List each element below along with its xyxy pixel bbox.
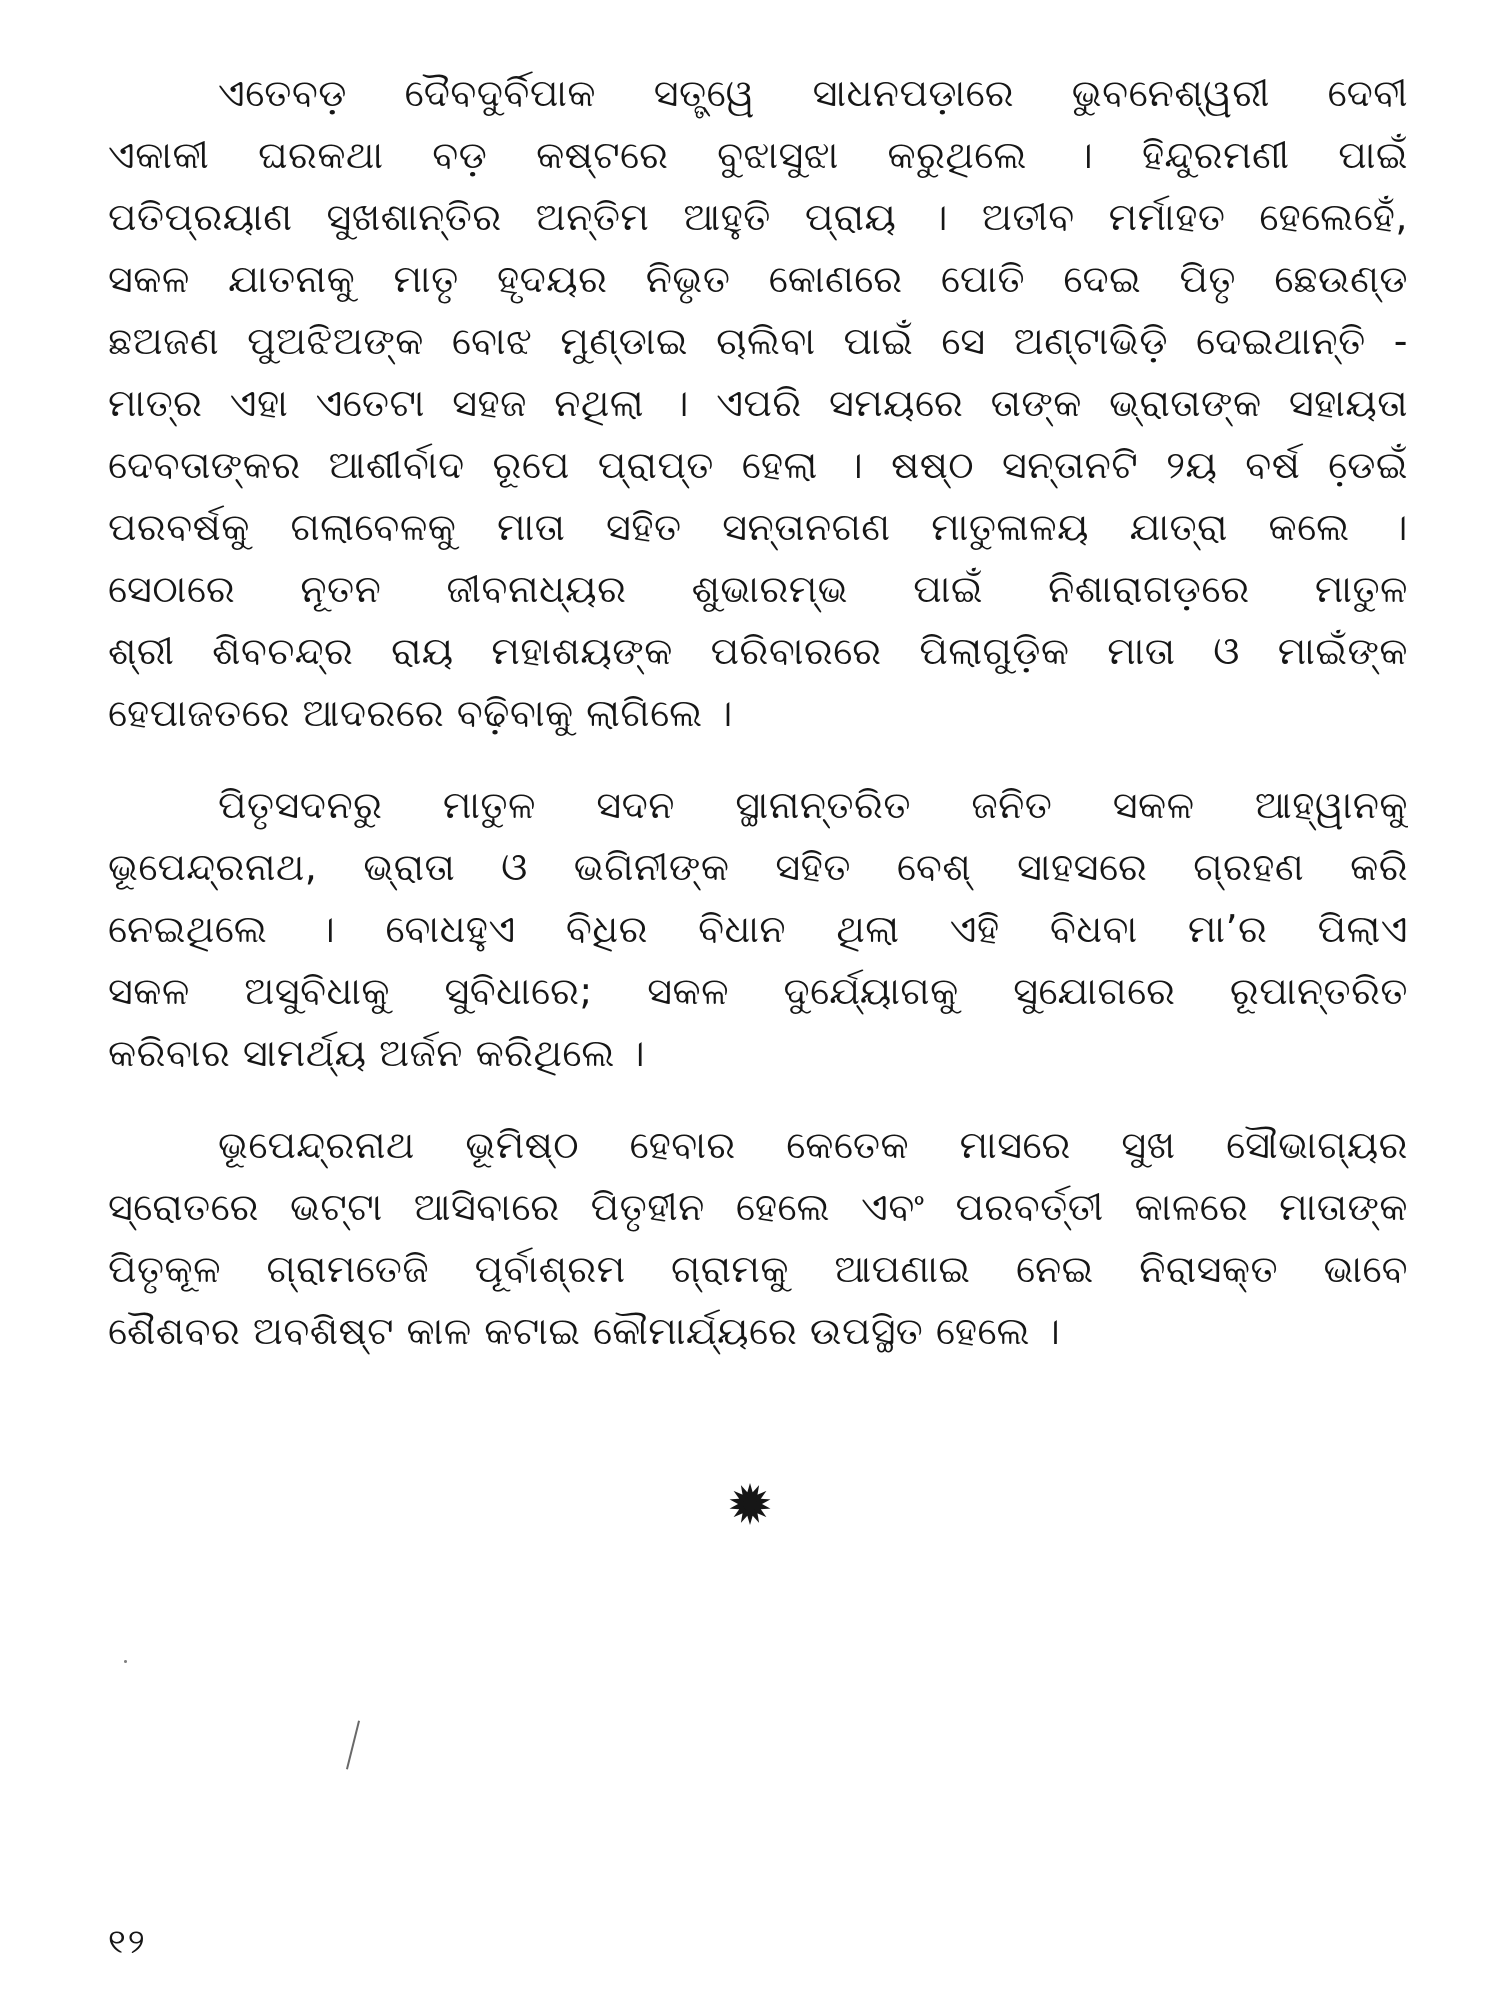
text-line: ଛଅଜଣ ପୁଅଝିଅଙ୍କ ବୋଝ ମୁଣ୍ଡାଇ ଚାଲିବା ପାଇଁ ସେ ଅଣ୍ଟାଭିଡ଼ି ଦେଇଥାନ୍ତି - [108,319,1408,363]
text-line: ମାତ୍ର ଏହା ଏତେଟା ସହଜ ନଥିଲା । ଏପରି ସମୟରେ ତାଙ୍କ ଭ୍ରାତାଙ୍କ ସହାୟତା [108,381,1408,425]
scan-artifact [124,1660,127,1663]
text-line: ନେଇଥିଲେ । ବୋଧହୁଏ ବିଧିର ବିଧାନ ଥିଲା ଏହି ବିଧବା ମା’ର ପିଲାଏ [108,907,1408,951]
text-line: ସ୍ରୋତରେ ଭଟ୍ଟା ଆସିବାରେ ପିତୃହୀନ ହେଲେ ଏବଂ ପରବର୍ତ୍ତୀ କାଳରେ ମାତାଙ୍କ [108,1185,1408,1229]
paragraph-3 [108,1114,1408,1362]
body-text [108,62,1408,1392]
text-line: ସେଠାରେ ନୂତନ ଜୀବନାଧ୍ୟର ଶୁଭାରମ୍ଭ ପାଇଁ ନିଶାରାଗଡ଼ରେ ମାତୁଳ [108,567,1408,611]
text-line: ଏତେବଡ଼ ଦୈବଦୁର୍ବିପାକ ସତ୍ତ୍ୱେ ସାଧନପଡ଼ାରେ ଭୁବନେଶ୍ୱରୀ ଦେବୀ [218,71,1408,115]
text-line: ଭୂପେନ୍ଦ୍ରନାଥ ଭୂମିଷ୍ଠ ହେବାର କେତେକ ମାସରେ ସୁଖ ସୌଭାଗ୍ୟର [218,1123,1408,1167]
paragraph-2 [108,774,1408,1084]
text-line: ହେପାଜତରେ ଆଦରରେ ବଢ଼ିବାକୁ ଲାଗିଲେ । [108,691,733,735]
text-line: ପତିପ୍ରୟାଣ ସୁଖଶାନ୍ତିର ଅନ୍ତିମ ଆହୁତି ପ୍ରାୟ । ଅତୀବ ମର୍ମାହତ ହେଲେହେଁ, [108,195,1408,239]
text-line: କରିବାର ସାମର୍ଥ୍ୟ ଅର୍ଜନ କରିଥିଲେ । [108,1031,646,1075]
text-line: ପରବର୍ଷକୁ ଗଲାବେଳକୁ ମାତା ସହିତ ସନ୍ତାନଗଣ ମାତୁଳାଳୟ ଯାତ୍ରା କଲେ । [108,505,1408,549]
text-line: ଶୈଶବର ଅବଶିଷ୍ଟ କାଳ କଟାଇ କୌମାର୍ଯ୍ୟରେ ଉପସ୍ଥିତ ହେଲେ । [108,1309,1061,1353]
text-line: ଭୂପେନ୍ଦ୍ରନାଥ, ଭ୍ରାତା ଓ ଭଗିନୀଙ୍କ ସହିତ ବେଶ୍ ସାହସରେ ଗ୍ରହଣ କରି [108,845,1408,889]
starburst-icon [728,1482,772,1526]
text-line: ଦେବତାଙ୍କର ଆଶୀର୍ବାଦ ରୂପେ ପ୍ରାପ୍ତ ହେଲା । ଷଷ୍ଠ ସନ୍ତାନଟି ୨ୟ ବର୍ଷ ଡେ଼ଇଁ [108,443,1408,487]
text-line: ସକଳ ଅସୁବିଧାକୁ ସୁବିଧାରେ; ସକଳ ଦୁର୍ଯ୍ୟୋଗକୁ ସୁଯୋଗରେ ରୂପାନ୍ତରିତ [108,969,1408,1013]
paragraph-1 [108,62,1408,744]
text-line: ଏକାକୀ ଘରକଥା ବଡ଼ କଷ୍ଟରେ ବୁଝାସୁଝା କରୁଥିଲେ । ହିନ୍ଦୁରମଣୀ ପାଇଁ [108,133,1408,177]
text-line: ଶ୍ରୀ ଶିବଚନ୍ଦ୍ର ରାୟ ମହାଶୟଙ୍କ ପରିବାରରେ ପିଲାଗୁଡ଼ିକ ମାତା ଓ ମାଇଁଙ୍କ [108,629,1408,673]
scan-artifact [346,1721,360,1770]
text-line: ପିତୃକୂଳ ଗ୍ରାମତେଜି ପୂର୍ବାଶ୍ରମ ଗ୍ରାମକୁ ଆପଣାଇ ନେଇ ନିରାସକ୍ତ ଭାବେ [108,1247,1408,1291]
text-line: ପିତୃସଦନରୁ ମାତୁଳ ସଦନ ସ୍ଥାନାନ୍ତରିତ ଜନିତ ସକଳ ଆହ୍ୱାନକୁ [218,783,1408,827]
page-number: ୧୨ [108,1922,147,1962]
text-line: ସକଳ ଯାତନାକୁ ମାତୃ ହୃଦୟର ନିଭୃତ କୋଣରେ ପୋତି ଦେଇ ପିତୃ ଛେଉଣ୍ଡ [108,257,1408,301]
